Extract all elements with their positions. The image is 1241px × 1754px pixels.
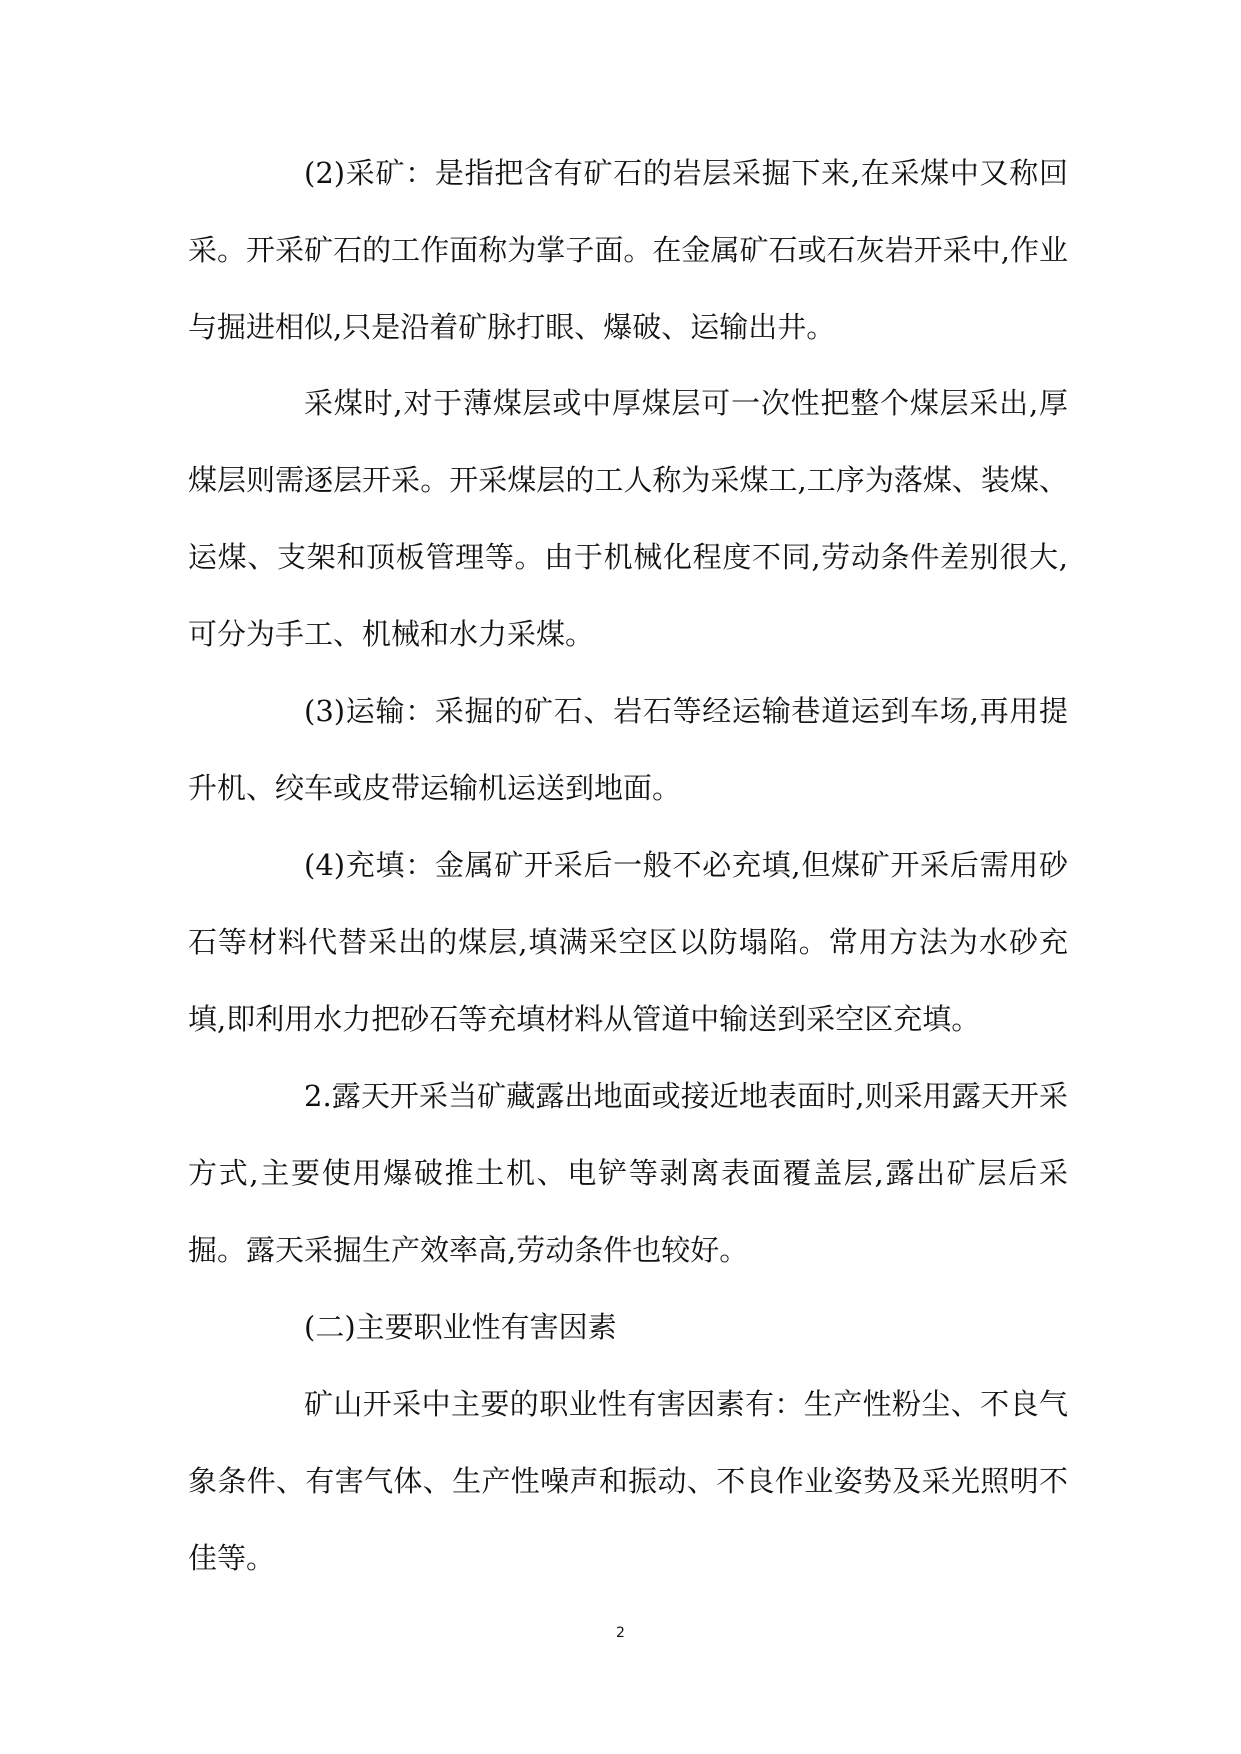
paragraph-open-pit: 2.露天开采当矿藏露出地面或接近地表面时,则采用露天开采方式,主要使用爆破推土机、电铲等剥离表面覆盖层,露出矿层后采掘。露天采掘生产效率高,劳动条件也较好。 bbox=[188, 1079, 1068, 1267]
paragraph-coal-mining: 采煤时,对于薄煤层或中厚煤层可一次性把整个煤层采出,厚煤层则需逐层开采。开采煤层的工人称为采煤工,工序为落煤、装煤、运煤、支架和顶板管理等。由于机械化程度不同,劳动条件差别很大,可分为手工、机械和水力采煤。 bbox=[188, 386, 1068, 651]
section-heading-hazards: (二)主要职业性有害因素 bbox=[304, 1310, 617, 1344]
paragraph-hazards: 矿山开采中主要的职业性有害因素有：生产性粉尘、不良气象条件、有害气体、生产性噪声和振动、不良作业姿势及采光照明不佳等。 bbox=[188, 1387, 1068, 1575]
paragraph-backfill: (4)充填：金属矿开采后一般不必充填,但煤矿开采后需用砂石等材料代替采出的煤层,填满采空区以防塌陷。常用方法为水砂充填,即利用水力把砂石等充填材料从管道中输送到采空区充填。 bbox=[188, 848, 1068, 1036]
paragraph-mining: (2)采矿：是指把含有矿石的岩层采掘下来,在采煤中又称回采。开采矿石的工作面称为掌子面。在金属矿石或石灰岩开采中,作业与掘进相似,只是沿着矿脉打眼、爆破、运输出井。 bbox=[188, 156, 1068, 344]
page-number: 2 bbox=[616, 1625, 625, 1641]
paragraph-transport: (3)运输：采掘的矿石、岩石等经运输巷道运到车场,再用提升机、绞车或皮带运输机运送到地面。 bbox=[188, 694, 1068, 805]
